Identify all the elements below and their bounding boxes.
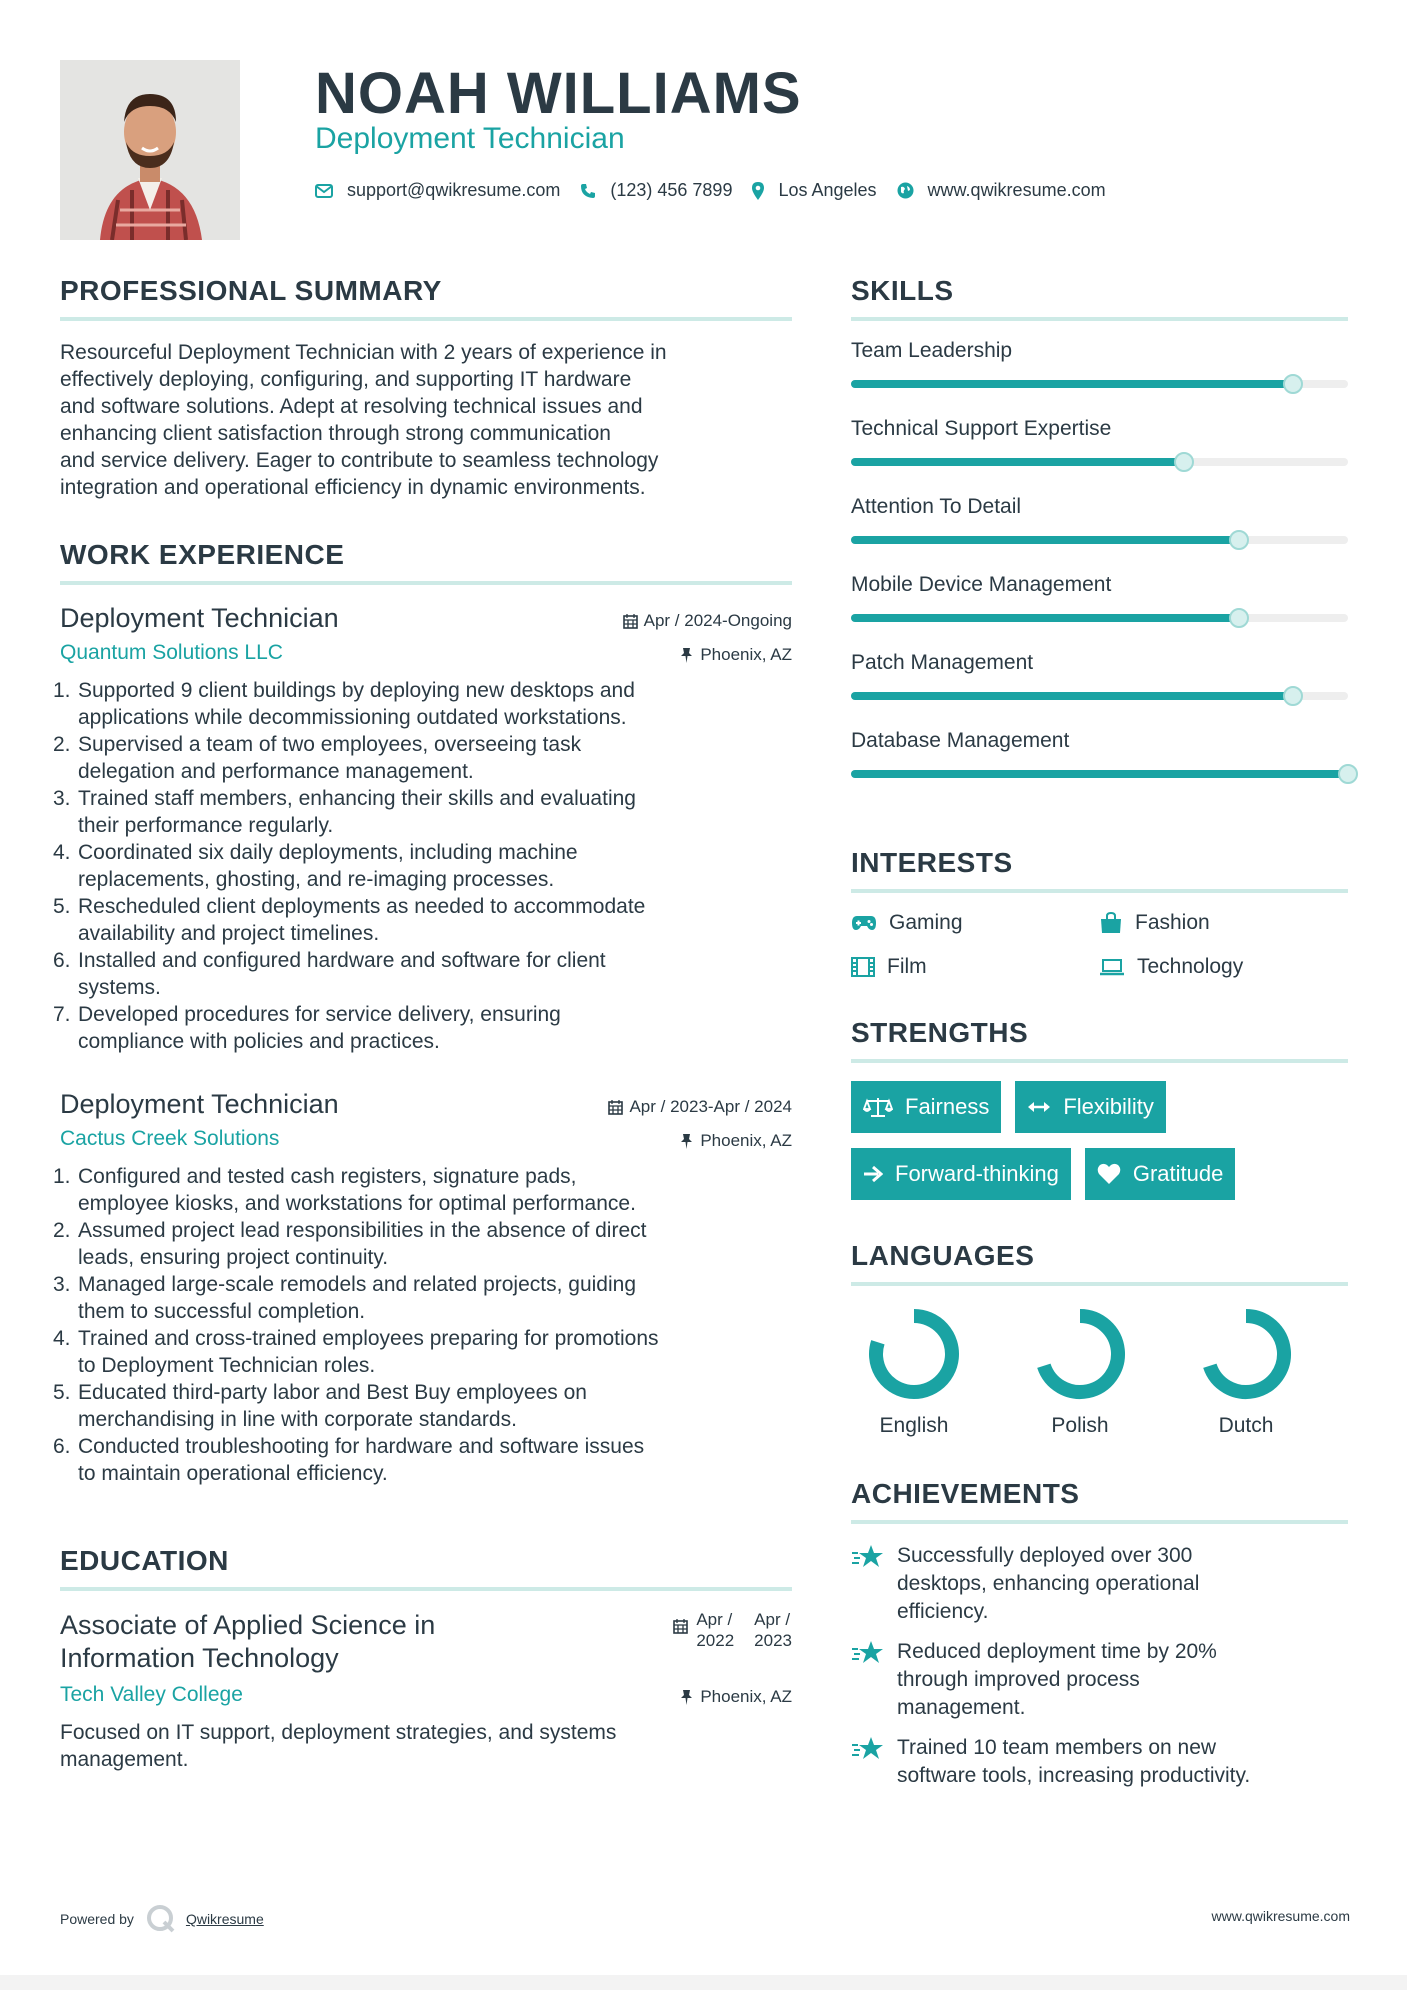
skill-bar-knob (1174, 452, 1194, 472)
skill-bar (851, 692, 1348, 700)
list-item: 1. Configured and tested cash registers, signature pads, employee kiosks, and workstations for optimal performance. (53, 1165, 636, 1215)
list-item: 3. Trained staff members, enhancing their skills and evaluating their performance regularly. (53, 787, 636, 837)
calendar-icon (623, 614, 638, 629)
list-item: 2. Supervised a team of two employees, overseeing task delegation and performance management. (53, 733, 582, 783)
star-icon (851, 1640, 885, 1666)
profile-photo (60, 60, 240, 240)
skill-bar (851, 536, 1348, 544)
skill-bar-knob (1229, 608, 1249, 628)
skill-bar-fill (851, 536, 1239, 544)
skill-item (851, 729, 1348, 807)
skill-item (851, 339, 1348, 417)
education-location-text: Phoenix, AZ (700, 1687, 792, 1706)
achievement-item: Successfully deployed over 300 desktops, enhancing operational efficiency. (851, 1542, 1348, 1626)
contact-location (752, 180, 876, 201)
skill-item (851, 495, 1348, 573)
list-item: 3. Managed large-scale remodels and related projects, guiding them to successful completion. (53, 1273, 636, 1323)
strengths-list (851, 1081, 1348, 1200)
skill-item (851, 417, 1348, 495)
skill-bar (851, 770, 1348, 778)
achievements-list (851, 1542, 1348, 1790)
strength-badge (1015, 1081, 1165, 1133)
strength-badge (851, 1148, 1071, 1200)
powered-by (60, 1904, 264, 1934)
calendar-icon (673, 1619, 688, 1634)
summary-line: integration and operational efficiency in dynamic environments. (60, 476, 646, 499)
interest-item (851, 955, 1099, 979)
skill-bar-knob (1338, 764, 1358, 784)
list-item: 1. Supported 9 client buildings by deploying new desktops and applications while decommissioning outdated workstations. (53, 679, 635, 729)
shopping-bag-icon (1099, 912, 1123, 934)
skill-bar-fill (851, 380, 1293, 388)
page-bottom-strip (0, 1975, 1407, 1990)
skill-bar (851, 380, 1348, 388)
start-month: Apr / (696, 1610, 733, 1629)
contact-bar (315, 180, 1126, 201)
summary-heading: PROFESSIONAL SUMMARY (60, 275, 792, 321)
language-ring (1034, 1308, 1126, 1400)
skill-bar (851, 458, 1348, 466)
skill-bar-fill (851, 770, 1348, 778)
education-line: Focused on IT support, deployment strategies, and systems (60, 1721, 617, 1744)
skill-name: Technical Support Expertise (851, 417, 1112, 440)
contact-phone[interactable] (580, 180, 732, 201)
degree-line: Associate of Applied Science in (60, 1610, 436, 1640)
pushpin-icon (681, 648, 692, 663)
language-ring (1200, 1308, 1292, 1400)
interest-item (851, 911, 1099, 935)
interest-label: Gaming (889, 911, 963, 934)
end-month: Apr / (754, 1610, 791, 1629)
languages-list (851, 1304, 1348, 1438)
pushpin-icon (681, 1690, 692, 1705)
summary-line: and software solutions. Adept at resolving technical issues and (60, 395, 643, 418)
candidate-name: NOAH WILLIAMS (315, 61, 802, 126)
right-column (851, 275, 1348, 1802)
list-item: 2. Assumed project lead responsibilities in the absence of direct leads, ensuring project continuity. (53, 1219, 647, 1269)
skill-name: Attention To Detail (851, 495, 1022, 518)
job-location-text: Phoenix, AZ (700, 1131, 792, 1150)
education-heading: EDUCATION (60, 1545, 792, 1591)
school-name: Tech Valley College (60, 1683, 243, 1706)
job-bullets (53, 677, 792, 1055)
language-name: Dutch (1218, 1414, 1274, 1437)
arrows-horizontal-icon (1027, 1100, 1051, 1114)
summary-line: enhancing client satisfaction through strong communication (60, 422, 611, 445)
skill-name: Team Leadership (851, 339, 1013, 362)
qwikresume-logo-icon (146, 1904, 176, 1934)
interest-item (1099, 911, 1347, 935)
resume-header (60, 60, 1350, 240)
gamepad-icon (851, 915, 877, 931)
summary-text (60, 339, 792, 501)
job-date (623, 611, 792, 631)
education-date (673, 1609, 792, 1651)
job-location-text: Phoenix, AZ (700, 645, 792, 664)
education-location (681, 1687, 792, 1707)
achievements-heading: ACHIEVEMENTS (851, 1478, 1348, 1524)
strength-label: Gratitude (1132, 1161, 1224, 1186)
skill-item (851, 651, 1348, 729)
list-item: 4. Trained and cross-trained employees preparing for promotions to Deployment Technician roles. (53, 1327, 659, 1377)
degree-line: Information Technology (60, 1643, 339, 1673)
skill-bar (851, 614, 1348, 622)
interest-item (1099, 955, 1347, 979)
contact-phone-text: (123) 456 7899 (610, 180, 733, 200)
skill-item (851, 573, 1348, 651)
job-title: Deployment Technician (60, 603, 339, 633)
contact-website-text: www.qwikresume.com (927, 180, 1106, 200)
skill-bar-knob (1283, 686, 1303, 706)
job-date (608, 1097, 792, 1117)
left-column (53, 275, 792, 1773)
list-item: 5. Educated third-party labor and Best Buy employees on merchandising in line with corporate standards. (53, 1381, 587, 1431)
skill-bar-knob (1229, 530, 1249, 550)
skills-list (851, 339, 1348, 807)
footer-url[interactable]: www.qwikresume.com (1211, 1908, 1350, 1924)
summary-line: effectively deploying, configuring, and supporting IT hardware (60, 368, 632, 391)
language-ring (868, 1308, 960, 1400)
pushpin-icon (681, 1134, 692, 1149)
summary-line: Resourceful Deployment Technician with 2 years of experience in (60, 341, 667, 364)
list-item: 4. Coordinated six daily deployments, including machine replacements, ghosting, and re-imaging processes. (53, 841, 578, 891)
skill-bar-fill (851, 614, 1239, 622)
powered-by-text: Powered by (60, 1911, 134, 1927)
list-item: 6. Installed and configured hardware and software for client systems. (53, 949, 606, 999)
summary-line: and service delivery. Eager to contribute to seamless technology (60, 449, 659, 472)
job-title: Deployment Technician (60, 1089, 339, 1119)
language-name: English (879, 1414, 949, 1437)
strength-label: Fairness (905, 1094, 990, 1119)
list-item: 5. Rescheduled client deployments as needed to accommodate availability and project timelines. (53, 895, 646, 945)
skills-heading: SKILLS (851, 275, 1348, 321)
company-name: Quantum Solutions LLC (60, 641, 283, 664)
star-icon (851, 1544, 885, 1570)
education-entry (60, 1609, 792, 1679)
language-name: Polish (1051, 1414, 1109, 1437)
job-bullets (53, 1163, 792, 1487)
company-name: Cactus Creek Solutions (60, 1127, 280, 1150)
star-icon (851, 1736, 885, 1762)
film-icon (851, 957, 875, 977)
contact-location-text: Los Angeles (778, 180, 877, 200)
map-pin-icon (752, 182, 764, 200)
skill-bar-fill (851, 692, 1293, 700)
calendar-icon (608, 1100, 623, 1115)
interest-label: Film (887, 955, 927, 978)
scale-icon (863, 1096, 893, 1118)
heart-icon (1097, 1163, 1121, 1185)
job-entry (53, 603, 792, 1055)
strengths-heading: STRENGTHS (851, 1017, 1348, 1063)
strength-label: Flexibility (1063, 1094, 1154, 1119)
job-date-text: Apr / 2024-Ongoing (643, 611, 792, 630)
envelope-icon (315, 184, 333, 198)
start-year: 2022 (696, 1631, 735, 1650)
interests-heading: INTERESTS (851, 847, 1348, 893)
contact-email-text: support@qwikresume.com (347, 180, 561, 200)
degree-title (60, 1609, 520, 1675)
contact-website[interactable] (897, 180, 1106, 201)
interests-list (851, 911, 1348, 979)
strength-badge (851, 1081, 1001, 1133)
arrow-right-icon (863, 1165, 883, 1183)
globe-icon (897, 182, 914, 199)
contact-email[interactable] (315, 180, 560, 201)
job-location (681, 645, 792, 665)
experience-heading: WORK EXPERIENCE (60, 539, 792, 585)
achievement-item: Reduced deployment time by 20% through improved process management. (851, 1638, 1348, 1722)
skill-bar-knob (1283, 374, 1303, 394)
education-line: management. (60, 1748, 189, 1771)
language-item (1191, 1304, 1301, 1438)
languages-heading: LANGUAGES (851, 1240, 1348, 1286)
skill-name: Mobile Device Management (851, 573, 1112, 596)
language-item (859, 1304, 969, 1438)
candidate-title: Deployment Technician (315, 122, 625, 155)
language-item (1025, 1304, 1135, 1438)
strength-badge (1085, 1148, 1236, 1200)
interest-label: Technology (1137, 955, 1244, 978)
job-location (681, 1131, 792, 1151)
end-year: 2023 (754, 1631, 792, 1650)
skill-bar-fill (851, 458, 1184, 466)
list-item: 6. Conducted troubleshooting for hardware and software issues to maintain operational efficiency. (53, 1435, 645, 1485)
strength-label: Forward-thinking (895, 1161, 1059, 1186)
skill-name: Database Management (851, 729, 1070, 752)
phone-icon (580, 183, 596, 199)
qwikresume-link[interactable]: Qwikresume (185, 1911, 264, 1927)
laptop-icon (1099, 958, 1125, 976)
job-entry (53, 1089, 792, 1487)
page-footer (60, 1902, 1350, 1932)
achievement-item: Trained 10 team members on new software tools, increasing productivity. (851, 1734, 1348, 1790)
education-description (60, 1719, 792, 1773)
interest-label: Fashion (1135, 911, 1210, 934)
job-date-text: Apr / 2023-Apr / 2024 (629, 1097, 792, 1116)
list-item: 7. Developed procedures for service delivery, ensuring compliance with policies and practices. (53, 1003, 561, 1053)
skill-name: Patch Management (851, 651, 1034, 674)
